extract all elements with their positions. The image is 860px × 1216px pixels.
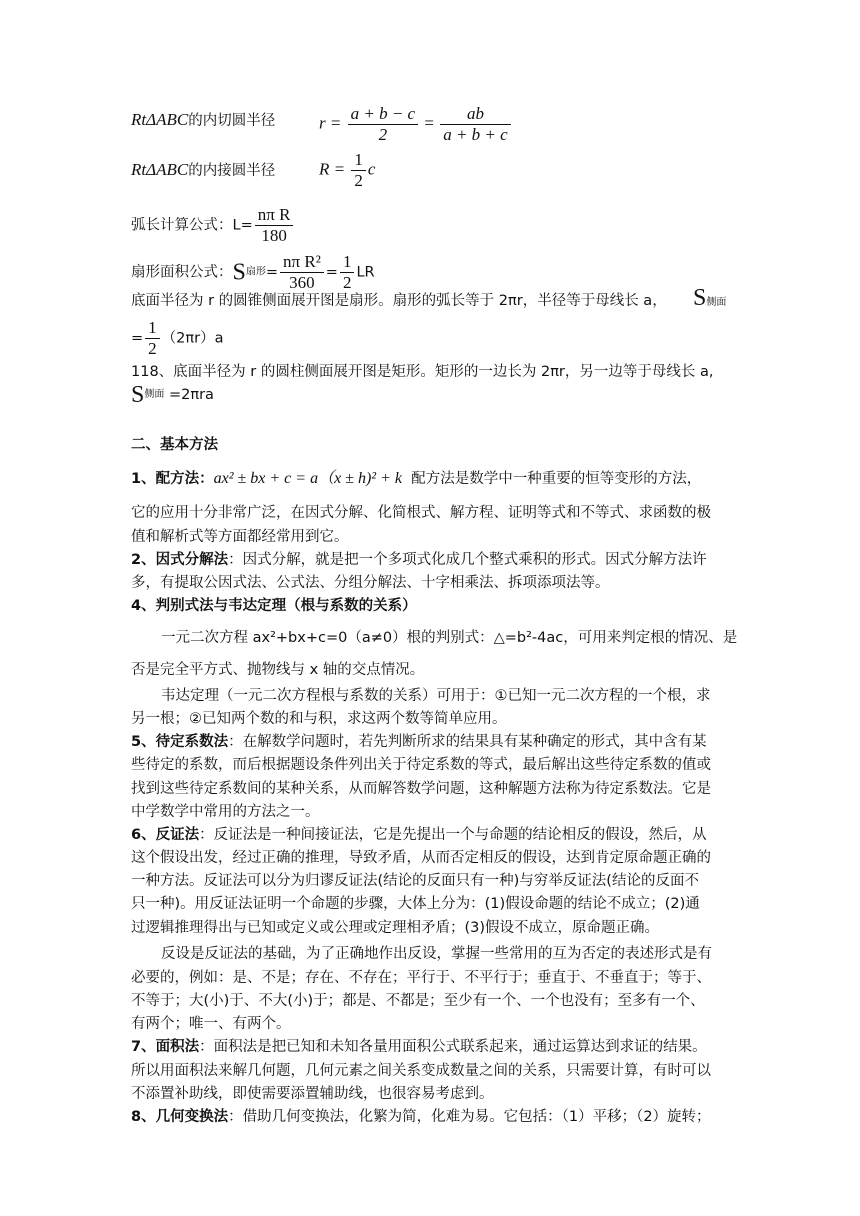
- sector-half-denominator: 2: [342, 273, 352, 292]
- method-2-heading: 2、因式分解法: [131, 552, 229, 568]
- method-2: [131, 550, 707, 570]
- method-4-line-1: 一元二次方程 ax²+bx+c=0（a≠0）根的判别式：△=b²-4ac，可用来判定根的情况、是: [161, 630, 738, 646]
- arc-length-formula: [131, 205, 295, 246]
- method-6-line-2: 这个假设出发，经过正确的推理，导致矛盾，从而否定相反的假设，达到肯定原命题正确的: [131, 850, 711, 866]
- triangle-label: RtΔABC: [131, 160, 189, 179]
- circumcircle-formula: [131, 160, 275, 181]
- method-1-heading: 1、配方法：: [131, 471, 214, 487]
- cone-numerator: 1: [145, 318, 160, 339]
- cylinder-text: [131, 362, 713, 382]
- method-2-line-1: ：因式分解，就是把一个多项式化成几个整式乘积的形式。因式分解方法许: [228, 552, 707, 568]
- method-7-heading: 7、面积法: [131, 1039, 200, 1055]
- sector-equals-1: =: [265, 264, 279, 281]
- incircle-fraction-1: [348, 104, 419, 145]
- method-7: [131, 1037, 707, 1057]
- method-1-text: 配方法是数学中一种重要的恒等变形的方法，: [411, 471, 702, 487]
- circumcircle-equation: [319, 150, 375, 191]
- circumcircle-label: 的内接圆半径: [188, 163, 276, 179]
- method-6-line-5: 过逻辑推理得出与已知或定义或公理或定理相矛盾；(3)假设不成立，原命题正确。: [131, 920, 660, 936]
- method-5-line-4: 中学数学中常用的方法之一。: [131, 804, 320, 820]
- method-5-line-1: ：在解数学问题时，若先判断所求的结果具有某种确定的形式，其中含有某: [228, 734, 707, 750]
- incircle-formula: [131, 110, 275, 131]
- sector-label: 扇形面积公式：: [131, 264, 233, 281]
- method-7-line-1: ：面积法是把已知和未知各量用面积公式联系起来，通过运算达到求证的结果。: [199, 1039, 707, 1055]
- cone-formula: [131, 318, 223, 359]
- incircle-frac1-numerator: a + b − c: [348, 104, 419, 125]
- incircle-fraction-2: [440, 104, 511, 145]
- method-4-line-3: 韦达定理（一元二次方程根与系数的关系）可用于：①已知一元二次方程的一个根，求: [161, 688, 711, 704]
- circumcircle-fraction: [351, 150, 366, 191]
- method-6-line-8: 不等于；大(小)于、不大(小)于；都是、不都是；至少有一个、一个也没有；至多有一个、: [131, 993, 705, 1009]
- method-8-heading: 8、几何变换法: [131, 1109, 229, 1125]
- sector-S: S: [232, 259, 246, 286]
- method-5-line-2: 些待定的系数，而后根据题设条件列出关于待定系数的等式，最后解出这些待定系数的值或: [131, 757, 711, 773]
- incircle-frac2-denominator: a + b + c: [443, 125, 508, 144]
- method-6: [131, 825, 707, 845]
- incircle-equals: =: [424, 113, 434, 133]
- method-6-heading: 6、反证法: [131, 827, 200, 843]
- method-6-line-4: 只一种)。用反证法证明一个命题的步骤，大体上分为：(1)假设命题的结论不成立；(2)通: [131, 896, 700, 912]
- cone-text: [131, 291, 667, 311]
- method-7-line-2: 所以用面积法来解几何题，几何元素之间关系变成数量之间的关系，只需要计算，有时可以: [131, 1063, 711, 1079]
- cone-tail: （2πr）a: [161, 330, 224, 347]
- sector-tail: LR: [356, 264, 375, 281]
- incircle-equation: [319, 104, 513, 145]
- method-6-line-3: 一种方法。反证法可以分为归谬反证法(结论的反面只有一种)与穷举反证法(结论的反面不: [131, 873, 699, 889]
- method-6-line-9: 有两个；唯一、有两个。: [131, 1016, 291, 1032]
- incircle-frac1-denominator: 2: [378, 125, 388, 144]
- method-5-heading: 5、待定系数法: [131, 734, 229, 750]
- sector-numerator: nπ R²: [280, 252, 324, 273]
- circumcircle-var: c: [367, 159, 376, 179]
- incircle-label: 的内切圆半径: [188, 113, 276, 129]
- method-1-line-2: 它的应用十分非常广泛，在因式分解、化简根式、解方程、证明等式和不等式、求函数的极: [131, 505, 711, 521]
- cone-line-1: 底面半径为 r 的圆锥侧面展开图是扇形。扇形的弧长等于 2πr，半径等于母线长 a，: [131, 293, 667, 309]
- cone-S: S: [693, 285, 707, 311]
- cylinder-S: S: [131, 382, 145, 408]
- incircle-frac2-numerator: ab: [440, 104, 511, 125]
- method-7-line-3: 不添置补助线，即使需要添置辅助线，也很容易考虑到。: [131, 1086, 494, 1102]
- incircle-lhs: r =: [319, 113, 342, 133]
- arc-denominator: 180: [261, 226, 287, 245]
- circumcircle-denominator: 2: [354, 171, 363, 190]
- method-5-line-3: 找到这些待定系数间的某种关系，从而解答数学问题，这种解题方法称为待定系数法。它是: [131, 781, 711, 797]
- sector-half-numerator: 1: [340, 252, 355, 273]
- sector-area-formula: [131, 252, 375, 293]
- arc-numerator: nπ R: [255, 205, 294, 226]
- method-5: [131, 732, 707, 752]
- cone-fraction: [145, 318, 160, 359]
- method-6-line-6: 反设是反证法的基础，为了正确地作出反设，掌握一些常用的互为否定的表述形式是有: [161, 946, 712, 962]
- cylinder-formula: [131, 382, 214, 408]
- cone-denominator: 2: [148, 339, 157, 358]
- arc-length-fraction: [255, 205, 294, 246]
- method-4-line-2: 否是完全平方式、抛物线与 x 轴的交点情况。: [131, 662, 425, 678]
- arc-length-label: 弧长计算公式：L=: [131, 217, 253, 234]
- method-2-line-2: 多，有提取公因式法、公式法、分组分解法、十字相乘法、拆项添项法等。: [131, 575, 610, 591]
- cylinder-tail: =2πra: [168, 387, 214, 403]
- method-6-line-7: 必要的，例如：是、不是；存在、不存在；平行于、不平行于；垂直于、不垂直于；等于、: [131, 970, 711, 986]
- method-8: [131, 1107, 711, 1127]
- method-8-line-1: ：借助几何变换法，化繁为简，化难为易。它包括：（1）平移；（2）旋转；: [228, 1109, 711, 1125]
- method-1-formula: ax² ± bx + c = a（x ± h)² + k: [213, 470, 402, 487]
- section-title: 二、基本方法: [131, 437, 218, 453]
- circumcircle-lhs: R =: [319, 159, 346, 179]
- cylinder-subscript: 侧面: [144, 389, 165, 400]
- sector-fraction: [280, 252, 324, 293]
- method-4-heading: 4、判别式法与韦达定理（根与系数的关系）: [131, 598, 417, 614]
- cone-equals: =: [131, 330, 144, 347]
- cone-S-symbol: [693, 285, 726, 312]
- method-1-line-3: 值和解析式等方面都经常用到它。: [131, 529, 349, 545]
- sector-half-fraction: [340, 252, 355, 293]
- sector-denominator: 360: [289, 273, 315, 292]
- method-6-line-1: ：反证法是一种间接证法，它是先提出一个与命题的结论相反的假设，然后，从: [199, 827, 707, 843]
- sector-equals-2: =: [325, 264, 338, 281]
- method-1: [131, 469, 701, 489]
- cylinder-line-1: 118、底面半径为 r 的圆柱侧面展开图是矩形。矩形的一边长为 2πr，另一边等于母线长 a,: [131, 364, 714, 380]
- cone-subscript: 侧面: [706, 297, 727, 308]
- sector-subscript: 扇形: [245, 266, 266, 278]
- circumcircle-numerator: 1: [351, 150, 366, 171]
- method-4-line-4: 另一根；②已知两个数的和与积，求这两个数等简单应用。: [131, 711, 507, 727]
- triangle-label: RtΔABC: [131, 110, 189, 129]
